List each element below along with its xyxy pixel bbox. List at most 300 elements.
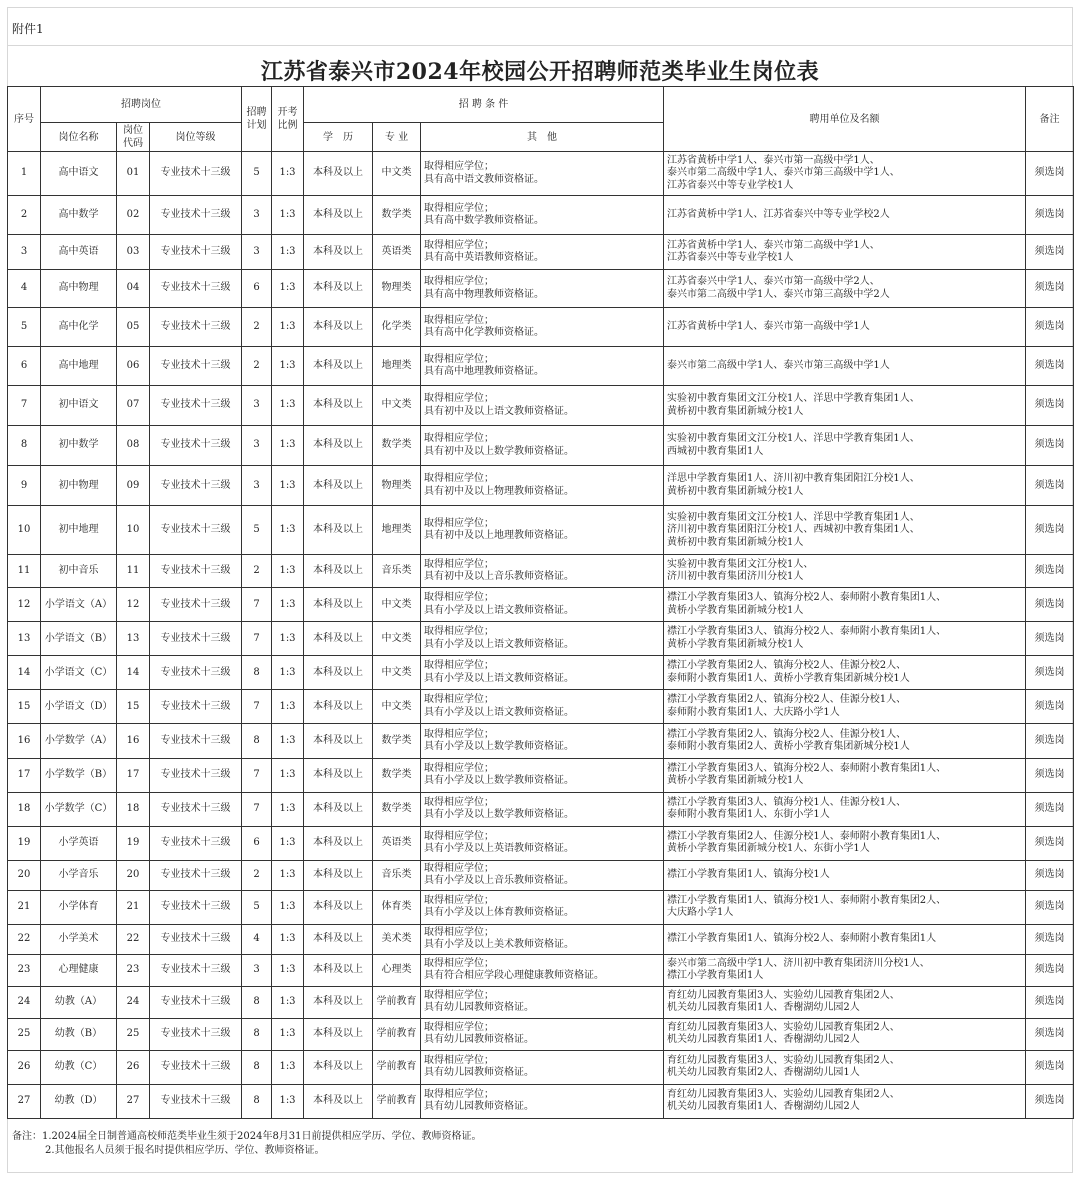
cell-other-conditions [421,270,664,308]
cell-seq: 16 [8,724,41,758]
cell-plan: 8 [242,656,272,690]
cell-seq: 8 [8,426,41,466]
cell-education: 本科及以上 [304,506,373,555]
unit-line: 黄桥小学教育集团新城分校1人 [667,604,804,616]
cell-position-level: 专业技术十三级 [150,986,242,1018]
cell-other-conditions [421,308,664,347]
cell-position-level: 专业技术十三级 [150,954,242,986]
cell-major: 学前教育 [373,1050,421,1084]
condition-line: 具有小学及以上数学教师资格证。 [424,741,574,752]
cell-other-conditions [421,196,664,235]
cell-position-code: 18 [117,792,150,826]
cell-ratio: 1:3 [272,826,304,860]
table-row [8,466,1074,506]
cell-units [664,690,1026,724]
cell-education: 本科及以上 [304,196,373,235]
cell-plan: 6 [242,826,272,860]
cell-position-name: 高中数学 [41,196,117,235]
cell-position-code: 16 [117,724,150,758]
unit-line: 黄桥初中教育集团新城分校1人 [667,405,804,417]
cell-position-level: 专业技术十三级 [150,152,242,196]
cell-units [664,656,1026,690]
note-line-1: 备注：1.2024届全日制普通高校师范类毕业生须于2024年8月31日前提供相应学历、学位、教师资格证。 [12,1131,482,1142]
cell-seq: 26 [8,1050,41,1084]
cell-position-level: 专业技术十三级 [150,890,242,924]
cell-plan: 7 [242,622,272,656]
cell-other-conditions [421,1018,664,1050]
unit-line: 济川初中教育集团济川分校1人 [667,571,804,583]
cell-position-name: 初中物理 [41,466,117,506]
cell-units [664,1084,1026,1118]
cell-education: 本科及以上 [304,270,373,308]
cell-remark: 须选岗 [1026,890,1074,924]
cell-position-code: 04 [117,270,150,308]
cell-other-conditions [421,235,664,270]
cell-ratio: 1:3 [272,506,304,555]
cell-education: 本科及以上 [304,826,373,860]
header-ratio: 开考比例 [272,87,304,152]
unit-line: 育红幼儿园教育集团3人、实验幼儿园教育集团2人、 [667,1088,900,1100]
unit-line: 育红幼儿园教育集团3人、实验幼儿园教育集团2人、 [667,989,900,1001]
cell-position-code: 02 [117,196,150,235]
condition-line: 取得相应学位； [424,558,494,570]
cell-position-code: 27 [117,1084,150,1118]
cell-remark: 须选岗 [1026,196,1074,235]
cell-position-name: 小学语文（B） [41,622,117,656]
cell-plan: 4 [242,924,272,954]
condition-line: 取得相应学位； [424,592,494,604]
unit-line: 江苏省黄桥中学1人、江苏省泰兴中等专业学校2人 [667,208,890,220]
cell-position-code: 20 [117,860,150,890]
cell-education: 本科及以上 [304,954,373,986]
cell-other-conditions [421,426,664,466]
unit-line: 黄桥小学教育集团新城分校1人 [667,638,804,650]
cell-major: 中文类 [373,656,421,690]
cell-ratio: 1:3 [272,1018,304,1050]
table-row [8,588,1074,622]
cell-education: 本科及以上 [304,152,373,196]
cell-remark: 须选岗 [1026,426,1074,466]
cell-position-code: 11 [117,555,150,588]
cell-position-code: 21 [117,890,150,924]
cell-position-name: 小学语文（C） [41,656,117,690]
cell-plan: 7 [242,758,272,792]
cell-units [664,466,1026,506]
cell-position-code: 24 [117,986,150,1018]
cell-seq: 19 [8,826,41,860]
cell-seq: 25 [8,1018,41,1050]
condition-line: 取得相应学位； [424,989,494,1001]
cell-seq: 18 [8,792,41,826]
cell-seq: 10 [8,506,41,555]
cell-ratio: 1:3 [272,860,304,890]
cell-remark: 须选岗 [1026,1018,1074,1050]
condition-line: 具有小学及以上美术教师资格证。 [424,939,574,951]
cell-education: 本科及以上 [304,308,373,347]
condition-line: 具有高中化学教师资格证。 [424,327,544,339]
cell-position-name: 小学音乐 [41,860,117,890]
cell-position-code: 13 [117,622,150,656]
condition-line: 取得相应学位； [424,314,494,326]
table-row [8,690,1074,724]
cell-other-conditions [421,890,664,924]
cell-major: 数学类 [373,792,421,826]
condition-line: 取得相应学位； [424,276,494,288]
cell-position-name: 高中化学 [41,308,117,347]
cell-plan: 5 [242,152,272,196]
cell-major: 美术类 [373,924,421,954]
cell-remark: 须选岗 [1026,1050,1074,1084]
cell-ratio: 1:3 [272,235,304,270]
notes [12,1130,482,1158]
condition-line: 具有高中语文教师资格证。 [424,173,544,185]
cell-units [664,270,1026,308]
cell-position-level: 专业技术十三级 [150,860,242,890]
cell-education: 本科及以上 [304,347,373,386]
cell-position-code: 12 [117,588,150,622]
table-row [8,724,1074,758]
cell-units [664,588,1026,622]
table-body [8,152,1074,1119]
cell-position-level: 专业技术十三级 [150,924,242,954]
cell-other-conditions [421,690,664,724]
condition-line: 取得相应学位； [424,660,494,672]
cell-units [664,308,1026,347]
table-row [8,1050,1074,1084]
cell-remark: 须选岗 [1026,152,1074,196]
cell-position-level: 专业技术十三级 [150,826,242,860]
condition-line: 取得相应学位； [424,433,494,445]
cell-education: 本科及以上 [304,890,373,924]
cell-units [664,152,1026,196]
table-row [8,506,1074,555]
cell-units [664,890,1026,924]
table-row [8,826,1074,860]
condition-line: 取得相应学位； [424,353,494,365]
condition-line: 取得相应学位； [424,1054,494,1066]
positions-table [7,86,1074,1119]
unit-line: 泰师附小教育集团1人、黄桥小学教育集团新城分校1人 [667,672,910,684]
condition-line: 具有初中及以上语文教师资格证。 [424,405,574,417]
cell-plan: 8 [242,1084,272,1118]
cell-other-conditions [421,724,664,758]
cell-ratio: 1:3 [272,308,304,347]
cell-units [664,1018,1026,1050]
cell-remark: 须选岗 [1026,656,1074,690]
cell-plan: 3 [242,466,272,506]
cell-position-level: 专业技术十三级 [150,1050,242,1084]
cell-other-conditions [421,466,664,506]
condition-line: 取得相应学位； [424,626,494,638]
cell-ratio: 1:3 [272,466,304,506]
cell-remark: 须选岗 [1026,235,1074,270]
cell-position-level: 专业技术十三级 [150,506,242,555]
cell-position-name: 小学语文（D） [41,690,117,724]
cell-position-name: 高中物理 [41,270,117,308]
cell-position-level: 专业技术十三级 [150,555,242,588]
condition-line: 具有小学及以上语文教师资格证。 [424,638,574,650]
cell-units [664,758,1026,792]
header-position-level: 岗位等级 [150,123,242,152]
cell-seq: 21 [8,890,41,924]
cell-seq: 7 [8,386,41,426]
unit-line: 江苏省黄桥中学1人、泰兴市第二高级中学1人、 [667,239,880,251]
unit-line: 机关幼儿园教育集团2人、香榭湖幼儿园1人 [667,1067,860,1079]
cell-major: 英语类 [373,235,421,270]
cell-seq: 22 [8,924,41,954]
cell-remark: 须选岗 [1026,954,1074,986]
cell-position-name: 幼教（B） [41,1018,117,1050]
cell-major: 数学类 [373,724,421,758]
cell-plan: 2 [242,860,272,890]
cell-major: 数学类 [373,196,421,235]
table-row [8,860,1074,890]
cell-plan: 3 [242,426,272,466]
cell-other-conditions [421,347,664,386]
condition-line: 具有高中物理教师资格证。 [424,288,544,300]
condition-line: 具有幼儿园教师资格证。 [424,1101,534,1113]
cell-position-name: 小学体育 [41,890,117,924]
cell-major: 中文类 [373,152,421,196]
cell-seq: 2 [8,196,41,235]
cell-seq: 1 [8,152,41,196]
cell-remark: 须选岗 [1026,792,1074,826]
cell-units [664,386,1026,426]
cell-plan: 8 [242,1050,272,1084]
unit-line: 实验初中教育集团文江分校1人、 [667,558,814,570]
unit-line: 襟江小学教育集团1人、镇海分校1人 [667,868,830,880]
cell-position-level: 专业技术十三级 [150,196,242,235]
cell-ratio: 1:3 [272,588,304,622]
cell-position-code: 01 [117,152,150,196]
cell-position-level: 专业技术十三级 [150,426,242,466]
unit-line: 襟江小学教育集团1人、镇海分校2人、泰师附小教育集团1人 [667,932,937,944]
cell-units [664,860,1026,890]
table-row [8,555,1074,588]
cell-other-conditions [421,506,664,555]
cell-ratio: 1:3 [272,690,304,724]
condition-line: 取得相应学位； [424,161,494,173]
cell-major: 中文类 [373,690,421,724]
cell-other-conditions [421,1084,664,1118]
cell-remark: 须选岗 [1026,758,1074,792]
cell-position-level: 专业技术十三级 [150,270,242,308]
cell-position-code: 10 [117,506,150,555]
condition-line: 取得相应学位； [424,1088,494,1100]
table-row [8,656,1074,690]
cell-position-level: 专业技术十三级 [150,308,242,347]
cell-position-name: 初中地理 [41,506,117,555]
cell-seq: 17 [8,758,41,792]
condition-line: 取得相应学位； [424,1021,494,1033]
cell-position-name: 小学数学（A） [41,724,117,758]
condition-line: 取得相应学位； [424,957,494,969]
condition-line: 具有小学及以上语文教师资格证。 [424,706,574,718]
cell-education: 本科及以上 [304,724,373,758]
divider [7,45,1073,46]
condition-line: 取得相应学位； [424,926,494,938]
cell-ratio: 1:3 [272,1084,304,1118]
cell-position-name: 小学美术 [41,924,117,954]
cell-plan: 2 [242,555,272,588]
cell-position-name: 幼教（D） [41,1084,117,1118]
cell-remark: 须选岗 [1026,622,1074,656]
unit-line: 襟江小学教育集团2人、佳源分校1人、泰师附小教育集团1人、 [667,830,947,842]
cell-seq: 14 [8,656,41,690]
cell-position-name: 高中英语 [41,235,117,270]
cell-education: 本科及以上 [304,792,373,826]
cell-position-level: 专业技术十三级 [150,235,242,270]
cell-seq: 24 [8,986,41,1018]
cell-position-name: 幼教（C） [41,1050,117,1084]
cell-position-level: 专业技术十三级 [150,792,242,826]
cell-units [664,792,1026,826]
cell-plan: 7 [242,792,272,826]
condition-line: 具有高中英语教师资格证。 [424,252,544,264]
cell-position-level: 专业技术十三级 [150,466,242,506]
header-position-code: 岗位代码 [117,123,150,152]
page-title: 江苏省泰兴市2024年校园公开招聘师范类毕业生岗位表 [260,59,820,85]
cell-other-conditions [421,826,664,860]
cell-position-name: 初中数学 [41,426,117,466]
cell-other-conditions [421,924,664,954]
cell-plan: 5 [242,890,272,924]
condition-line: 取得相应学位； [424,473,494,485]
table-row [8,1084,1074,1118]
cell-other-conditions [421,860,664,890]
table-row [8,270,1074,308]
cell-education: 本科及以上 [304,860,373,890]
cell-position-name: 高中语文 [41,152,117,196]
cell-seq: 15 [8,690,41,724]
cell-other-conditions [421,555,664,588]
condition-line: 具有小学及以上数学教师资格证。 [424,775,574,787]
cell-seq: 4 [8,270,41,308]
cell-position-code: 14 [117,656,150,690]
condition-line: 具有小学及以上数学教师资格证。 [424,809,574,821]
cell-other-conditions [421,656,664,690]
condition-line: 具有符合相应学段心理健康教师资格证。 [424,970,604,982]
header-plan: 招聘计划 [242,87,272,152]
unit-line: 机关幼儿园教育集团1人、香榭湖幼儿园2人 [667,1034,860,1046]
cell-seq: 3 [8,235,41,270]
condition-line: 取得相应学位； [424,830,494,842]
condition-line: 具有小学及以上体育教师资格证。 [424,907,574,919]
cell-position-name: 幼教（A） [41,986,117,1018]
cell-position-code: 08 [117,426,150,466]
cell-education: 本科及以上 [304,924,373,954]
header-remark: 备注 [1026,87,1074,152]
cell-plan: 2 [242,308,272,347]
unit-line: 泰兴市第二高级中学1人、济川初中教育集团济川分校1人、 [667,957,930,969]
condition-line: 取得相应学位； [424,517,494,529]
cell-remark: 须选岗 [1026,724,1074,758]
unit-line: 黄桥小学教育集团新城分校1人、东街小学1人 [667,843,870,855]
condition-line: 取得相应学位； [424,694,494,706]
cell-position-code: 06 [117,347,150,386]
cell-ratio: 1:3 [272,622,304,656]
cell-remark: 须选岗 [1026,386,1074,426]
unit-line: 西城初中教育集团1人 [667,445,764,457]
condition-line: 取得相应学位； [424,894,494,906]
unit-line: 江苏省泰兴中学1人、泰兴市第一高级中学2人、 [667,276,880,288]
cell-major: 中文类 [373,386,421,426]
table-row [8,792,1074,826]
cell-plan: 6 [242,270,272,308]
cell-seq: 27 [8,1084,41,1118]
cell-education: 本科及以上 [304,1018,373,1050]
cell-plan: 8 [242,1018,272,1050]
cell-seq: 20 [8,860,41,890]
cell-major: 化学类 [373,308,421,347]
cell-units [664,347,1026,386]
condition-line: 具有初中及以上地理教师资格证。 [424,530,574,542]
unit-line: 洋思中学教育集团1人、济川初中教育集团阳江分校1人、 [667,473,920,485]
cell-position-name: 初中音乐 [41,555,117,588]
cell-ratio: 1:3 [272,954,304,986]
cell-major: 物理类 [373,270,421,308]
unit-line: 襟江小学教育集团3人、镇海分校2人、泰师附小教育集团1人、 [667,626,947,638]
cell-ratio: 1:3 [272,196,304,235]
cell-position-name: 小学语文（A） [41,588,117,622]
unit-line: 江苏省泰兴中等专业学校1人 [667,179,794,191]
cell-major: 数学类 [373,426,421,466]
cell-position-level: 专业技术十三级 [150,588,242,622]
condition-line: 具有初中及以上数学教师资格证。 [424,445,574,457]
cell-major: 音乐类 [373,860,421,890]
cell-other-conditions [421,792,664,826]
cell-position-level: 专业技术十三级 [150,347,242,386]
cell-major: 学前教育 [373,1084,421,1118]
cell-ratio: 1:3 [272,347,304,386]
cell-plan: 2 [242,347,272,386]
cell-other-conditions [421,954,664,986]
cell-major: 英语类 [373,826,421,860]
cell-education: 本科及以上 [304,555,373,588]
unit-line: 襟江小学教育集团3人、镇海分校1人、佳源分校1人、 [667,796,907,808]
cell-position-level: 专业技术十三级 [150,1018,242,1050]
cell-position-level: 专业技术十三级 [150,724,242,758]
cell-remark: 须选岗 [1026,690,1074,724]
header-position-group: 招聘岗位 [41,87,242,123]
cell-major: 物理类 [373,466,421,506]
cell-ratio: 1:3 [272,792,304,826]
table-row [8,890,1074,924]
cell-major: 心理类 [373,954,421,986]
cell-plan: 8 [242,986,272,1018]
table-row [8,758,1074,792]
cell-remark: 须选岗 [1026,986,1074,1018]
cell-ratio: 1:3 [272,986,304,1018]
condition-line: 取得相应学位； [424,796,494,808]
condition-line: 具有小学及以上语文教师资格证。 [424,672,574,684]
cell-units [664,724,1026,758]
table-row [8,622,1074,656]
cell-position-code: 05 [117,308,150,347]
cell-remark: 须选岗 [1026,466,1074,506]
cell-plan: 5 [242,506,272,555]
cell-education: 本科及以上 [304,986,373,1018]
cell-major: 体育类 [373,890,421,924]
cell-position-level: 专业技术十三级 [150,758,242,792]
cell-ratio: 1:3 [272,270,304,308]
cell-education: 本科及以上 [304,690,373,724]
condition-line: 具有初中及以上物理教师资格证。 [424,485,574,497]
cell-remark: 须选岗 [1026,270,1074,308]
cell-education: 本科及以上 [304,656,373,690]
unit-line: 襟江小学教育集团1人 [667,970,764,982]
cell-units [664,622,1026,656]
